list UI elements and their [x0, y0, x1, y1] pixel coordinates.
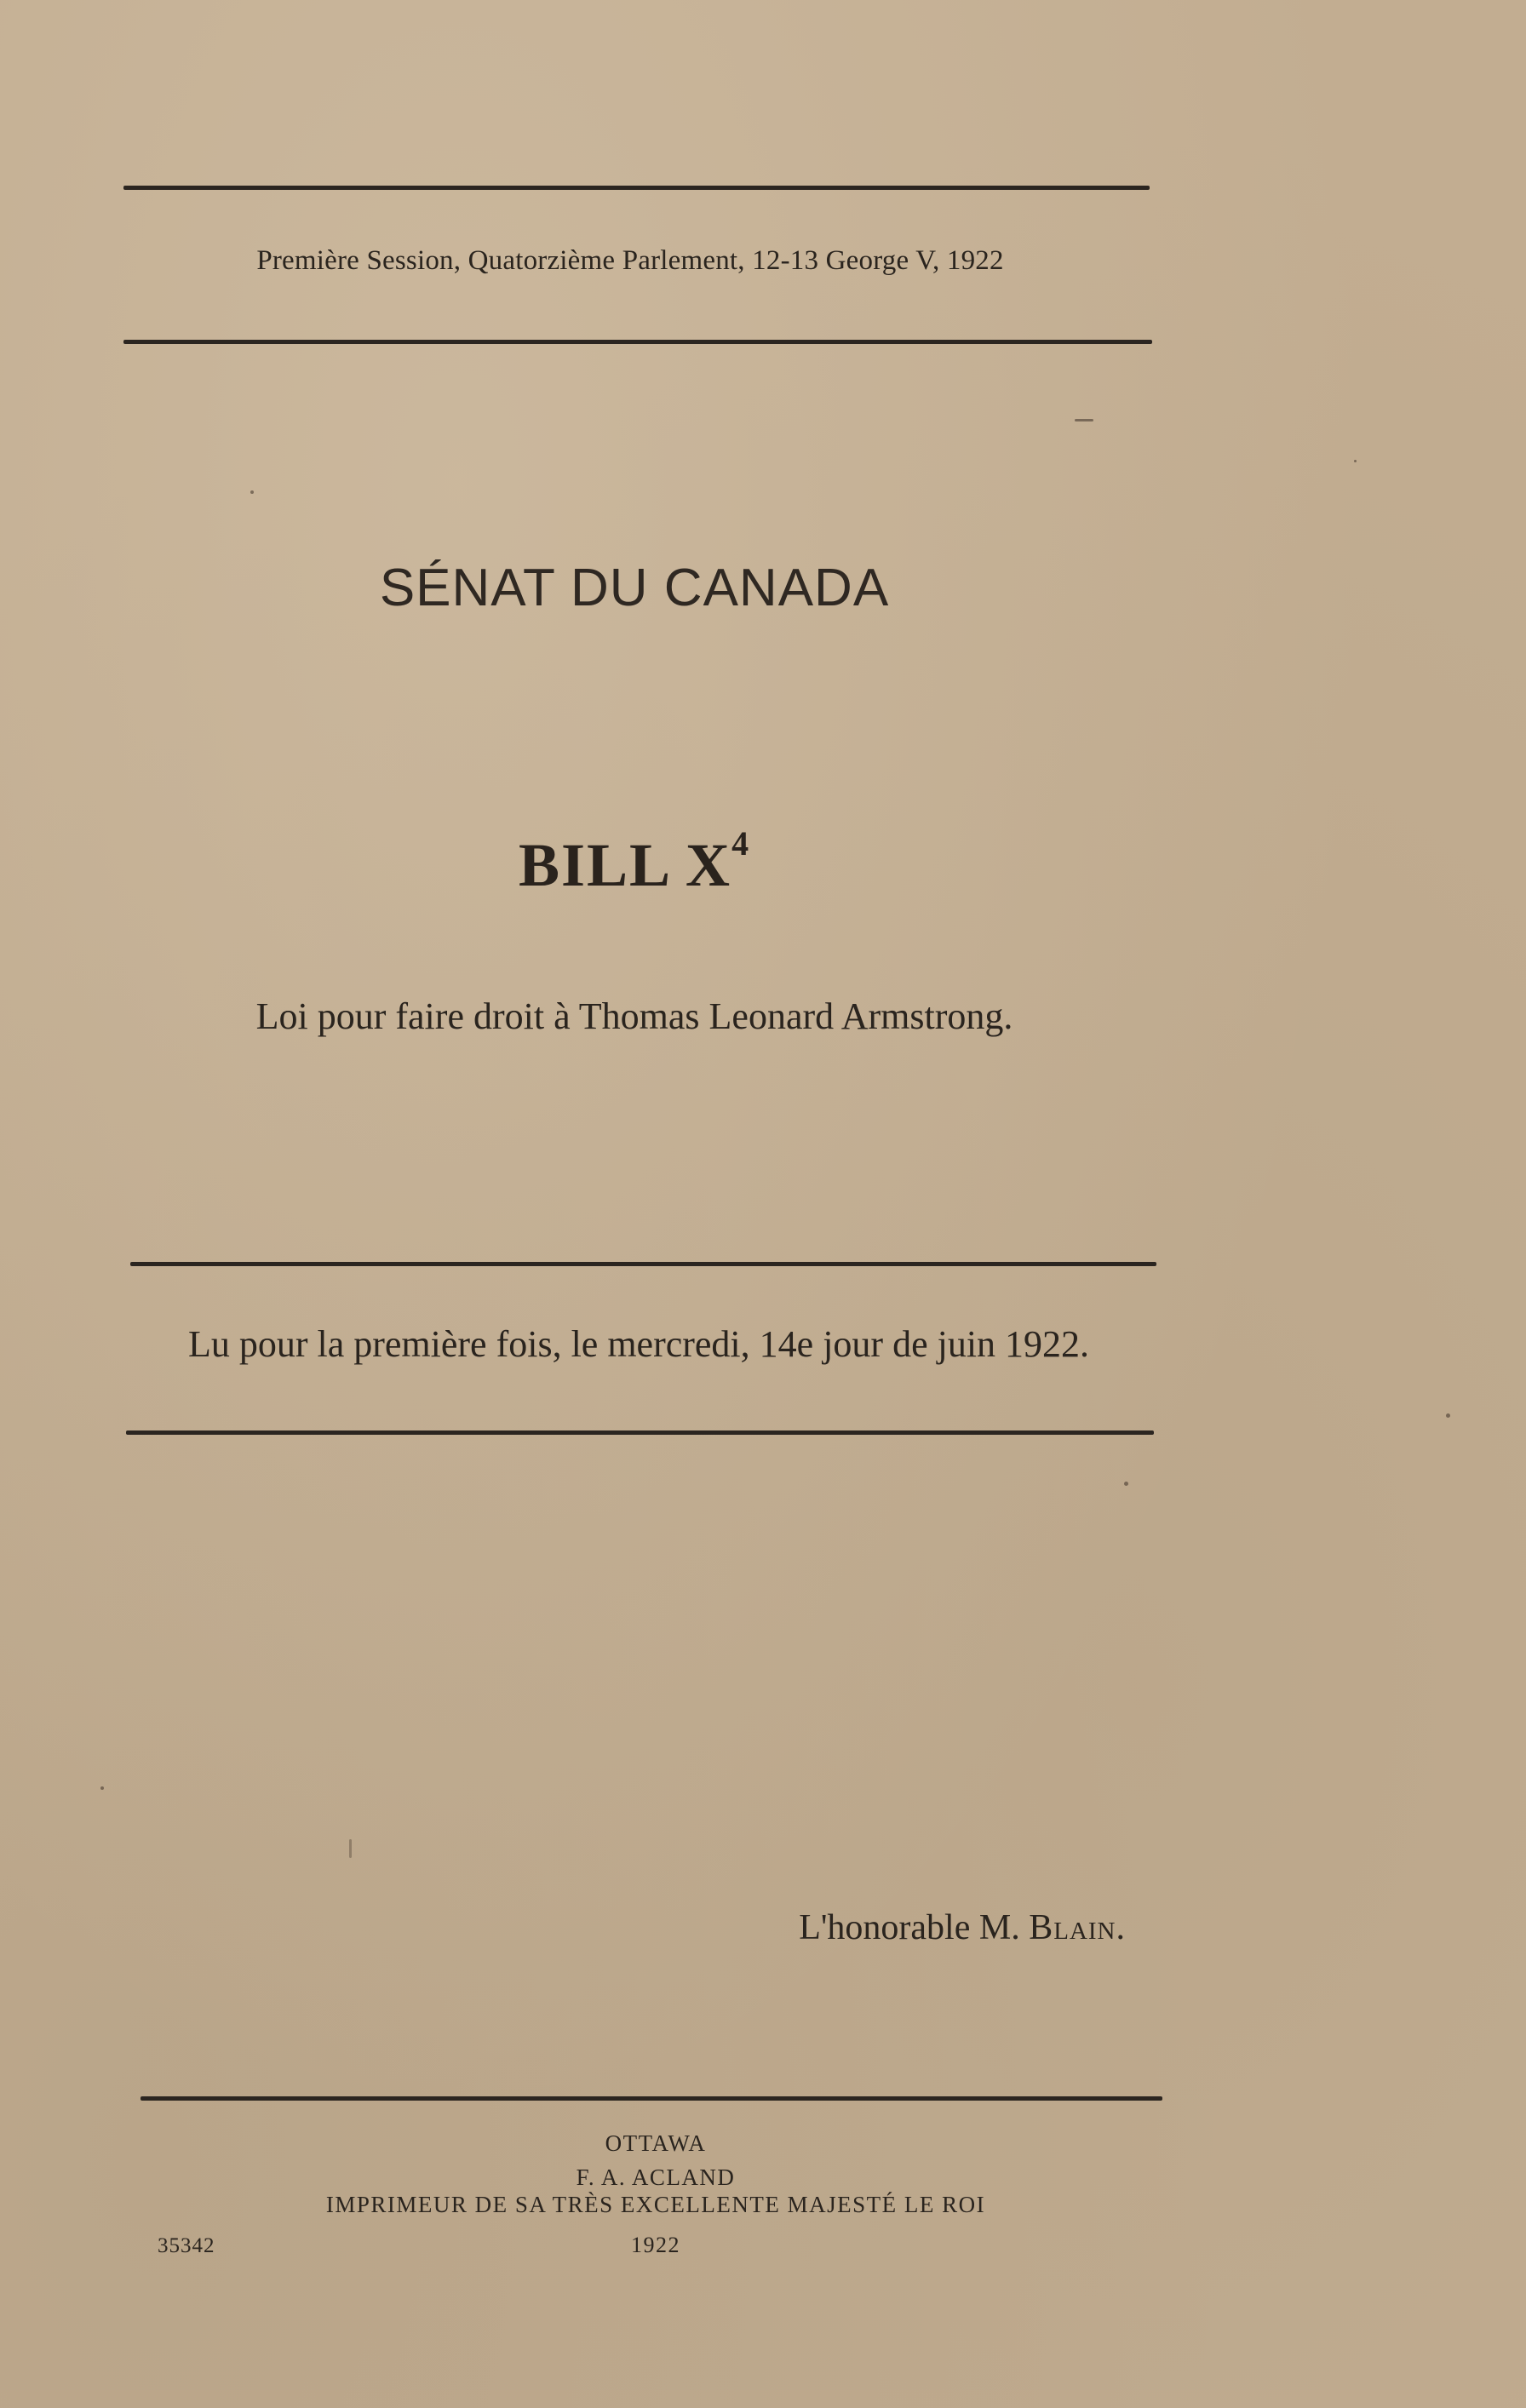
paper-speck [250, 490, 254, 494]
top-rule [123, 186, 1150, 190]
imprint-printer: F. A. ACLAND [576, 2164, 736, 2190]
sponsor-line [799, 1907, 1126, 1948]
header-bottom-rule [123, 340, 1152, 344]
reading-bottom-rule [126, 1430, 1154, 1435]
bill-number [128, 824, 1141, 901]
bill-title: Loi pour faire droit à Thomas Leonard Armstrong. [255, 995, 1013, 1037]
sponsor-name: Blain. [1029, 1908, 1126, 1947]
bill-superscript: 4 [731, 824, 751, 863]
paper-speck [1446, 1413, 1450, 1418]
imprint-city: OTTAWA [605, 2130, 707, 2156]
first-reading-note: Lu pour la première fois, le mercredi, 14e jour de juin 1922. [187, 1323, 1090, 1365]
senate-heading: SÉNAT DU CANADA [379, 559, 890, 617]
paper-speck [100, 1786, 104, 1790]
imprint-rule [141, 2096, 1162, 2101]
document-number: 35342 [158, 2234, 215, 2257]
sponsor-prefix: L'honorable M. [799, 1908, 1020, 1947]
session-header: Première Session, Quatorzième Parlement, 12-13 George V, 1922 [256, 245, 1004, 276]
bill-label: BILL X [518, 831, 732, 899]
paper-speck [349, 1839, 352, 1858]
imprint-printer-title: IMPRIMEUR DE SA TRÈS EXCELLENTE MAJESTÉ LE ROI [325, 2192, 986, 2217]
paper-speck [1124, 1482, 1128, 1486]
paper-speck [1354, 460, 1357, 462]
imprint-year: 1922 [631, 2233, 680, 2257]
paper-speck [1075, 419, 1093, 421]
reading-top-rule [130, 1262, 1156, 1266]
